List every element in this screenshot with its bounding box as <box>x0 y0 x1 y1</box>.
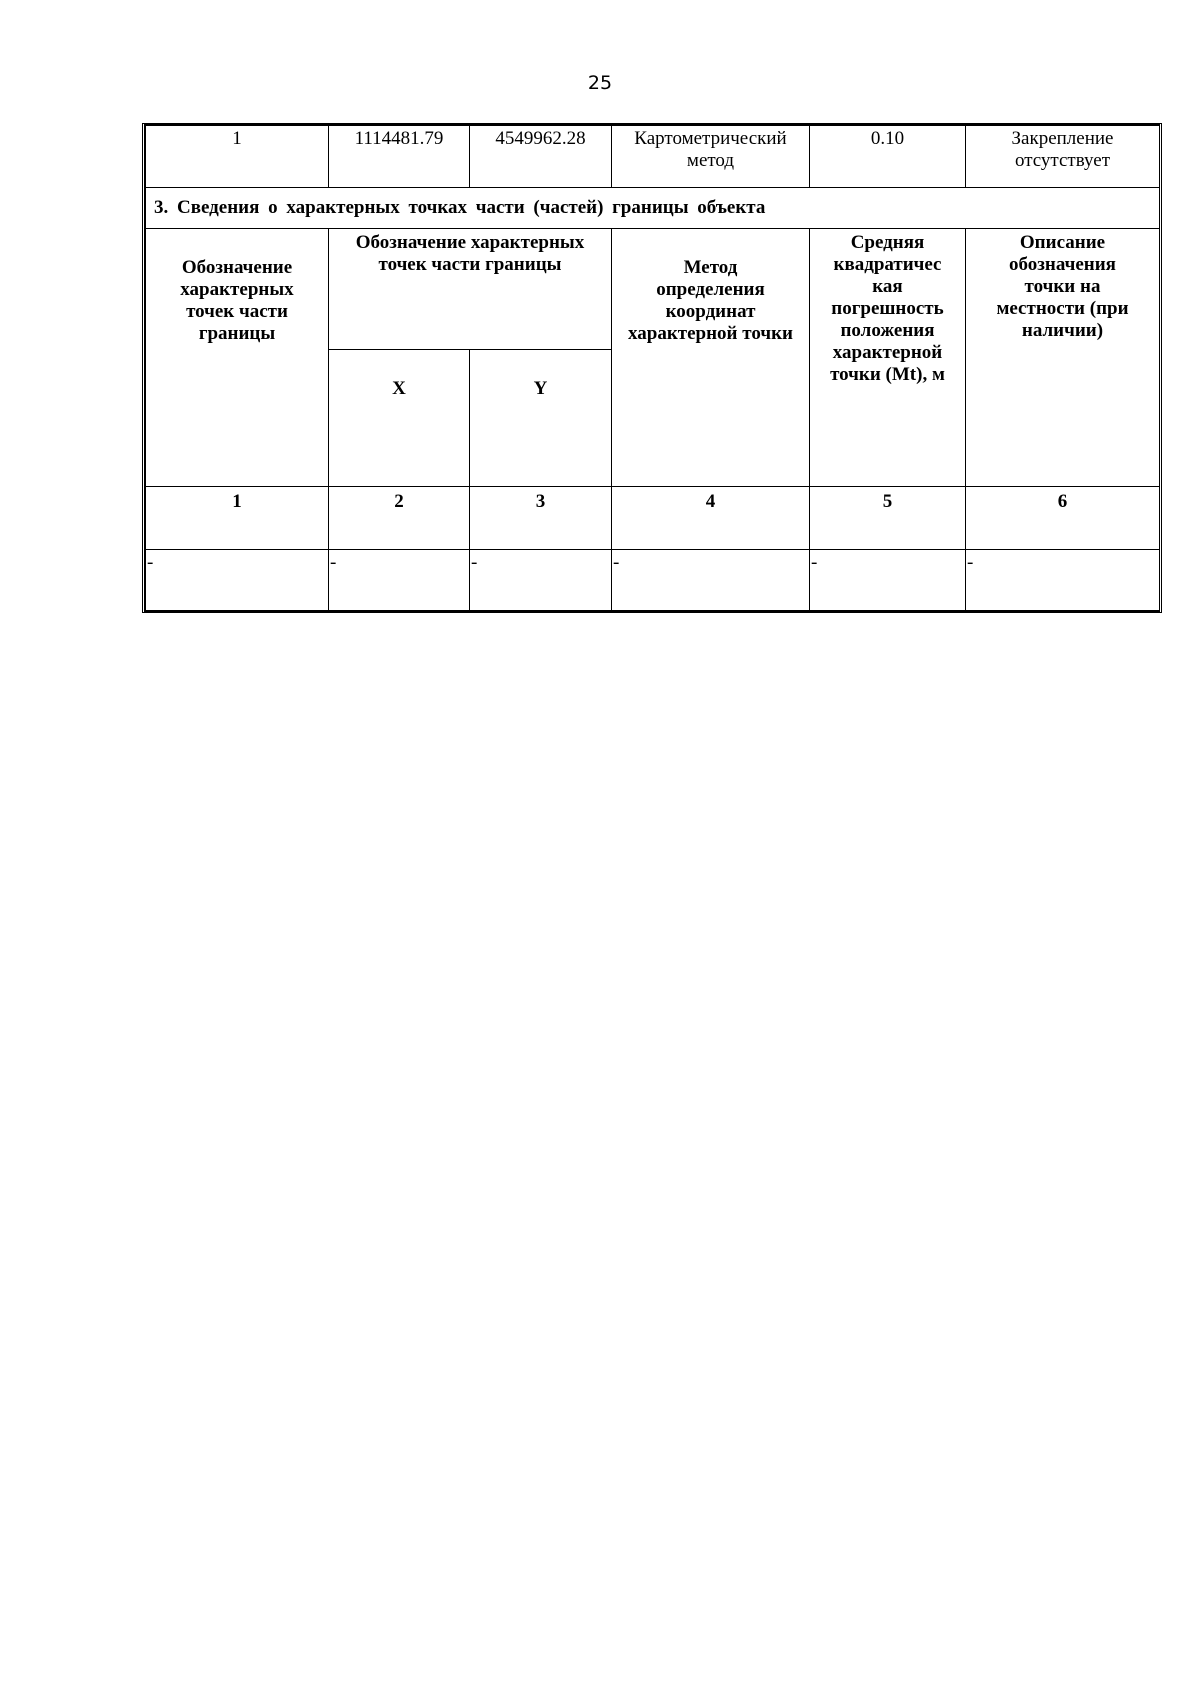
column-numbers-row <box>146 487 1160 550</box>
empty-cell: - <box>470 550 612 611</box>
column-number: 3 <box>470 487 612 550</box>
previous-points-row <box>146 126 1160 188</box>
column-number: 1 <box>146 487 329 550</box>
points-table <box>142 123 1162 613</box>
header-description: Описание обозначения точки на местности (при наличии) <box>966 229 1160 487</box>
section-title: 3. Сведения о характерных точках части (частей) границы объекта <box>146 188 1160 229</box>
empty-cell: - <box>612 550 810 611</box>
page-number: 25 <box>587 72 613 94</box>
prev-x-cell: 1114481.79 <box>329 126 470 188</box>
prev-description-cell: Закрепление отсутствует <box>966 126 1160 188</box>
header-x: X <box>329 350 470 487</box>
empty-cell: - <box>966 550 1160 611</box>
header-point-designation: Обозначение характерных точек части границы <box>146 229 329 487</box>
header-coordinates-group: Обозначение характерных точек части границы <box>329 229 612 350</box>
empty-cell: - <box>146 550 329 611</box>
header-method: Метод определения координат характерной точки <box>612 229 810 487</box>
header-mean-error: Средняя квадратичес кая погрешность положения характерной точки (Mt), м <box>810 229 966 487</box>
section-title-row <box>146 188 1160 229</box>
column-number: 6 <box>966 487 1160 550</box>
prev-method-cell: Картометрический метод <box>612 126 810 188</box>
header-row <box>146 229 1160 350</box>
prev-point-cell: 1 <box>146 126 329 188</box>
column-number: 5 <box>810 487 966 550</box>
column-number: 4 <box>612 487 810 550</box>
column-number: 2 <box>329 487 470 550</box>
header-y: Y <box>470 350 612 487</box>
prev-y-cell: 4549962.28 <box>470 126 612 188</box>
empty-data-row <box>146 550 1160 611</box>
prev-mt-cell: 0.10 <box>810 126 966 188</box>
empty-cell: - <box>810 550 966 611</box>
empty-cell: - <box>329 550 470 611</box>
